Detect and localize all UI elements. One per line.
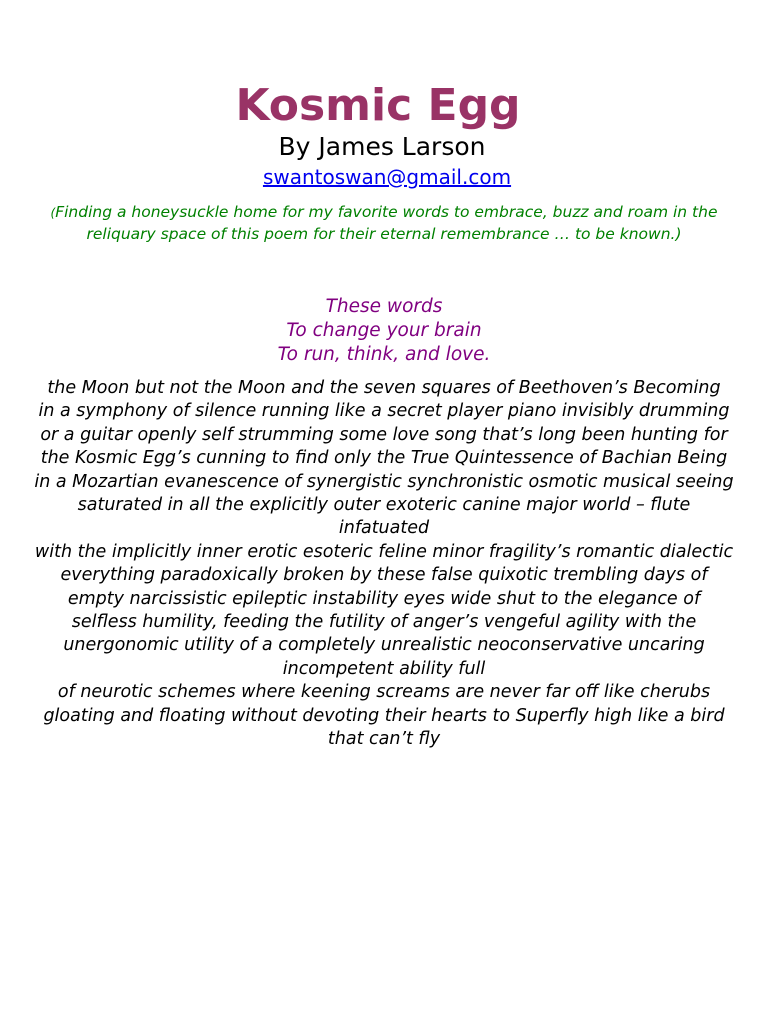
email-container (0, 164, 768, 190)
poem-title: Kosmic Egg (235, 80, 521, 131)
poem-body (34, 377, 734, 752)
poem-line: the Moon but not the Moon and the seven squares of Beethoven’s Becoming (47, 378, 721, 398)
poem-line: with the implicitly inner erotic esoteric feline minor fragility’s romantic dialectic (34, 541, 734, 562)
poem-line: the Kosmic Egg’s cunning to find only the True Quintessence of Bachian Being (40, 448, 728, 469)
poem-line: of neurotic schemes where keening screams are never far off like cherubs gloating and floating without devoting their hearts to Superfly high like a bird that can’t fly (43, 682, 725, 750)
epigraph-line: These words (325, 296, 443, 317)
poem-line: in a symphony of silence running like a secret player piano invisibly drumming (38, 401, 730, 422)
epigraph-line: To run, think, and love. (277, 344, 491, 365)
author-byline: By James Larson (278, 132, 486, 161)
intro-text: Finding a honeysuckle home for my favorite words to embrace, buzz and roam in the reliquary space of this poem for their eternal remembrance … to be known.) (55, 203, 718, 243)
epigraph-line: To change your brain (286, 320, 482, 341)
email-link[interactable]: swantoswan@gmail.com (262, 165, 512, 189)
poem-line: saturated in all the explicitly outer exoteric canine major world – flute infatuated (77, 495, 691, 539)
poem-line: everything paradoxically broken by these false quixotic trembling days of empty narcissistic epileptic instability eyes wide shut to the elegance of selfless humility, feeding the futility of anger’s vengeful agility with the unergonomic utility of a completely unrealistic neoconservative uncaring incompetent ability full (60, 565, 708, 679)
intro-open-paren: ( (50, 206, 56, 220)
poem-line: or a guitar openly self strumming some love song that’s long been hunting for (40, 424, 728, 445)
poem-line: in a Mozartian evanescence of synergistic synchronistic osmotic musical seeing (34, 471, 734, 492)
intro-paragraph (48, 202, 720, 244)
epigraph (0, 295, 768, 367)
